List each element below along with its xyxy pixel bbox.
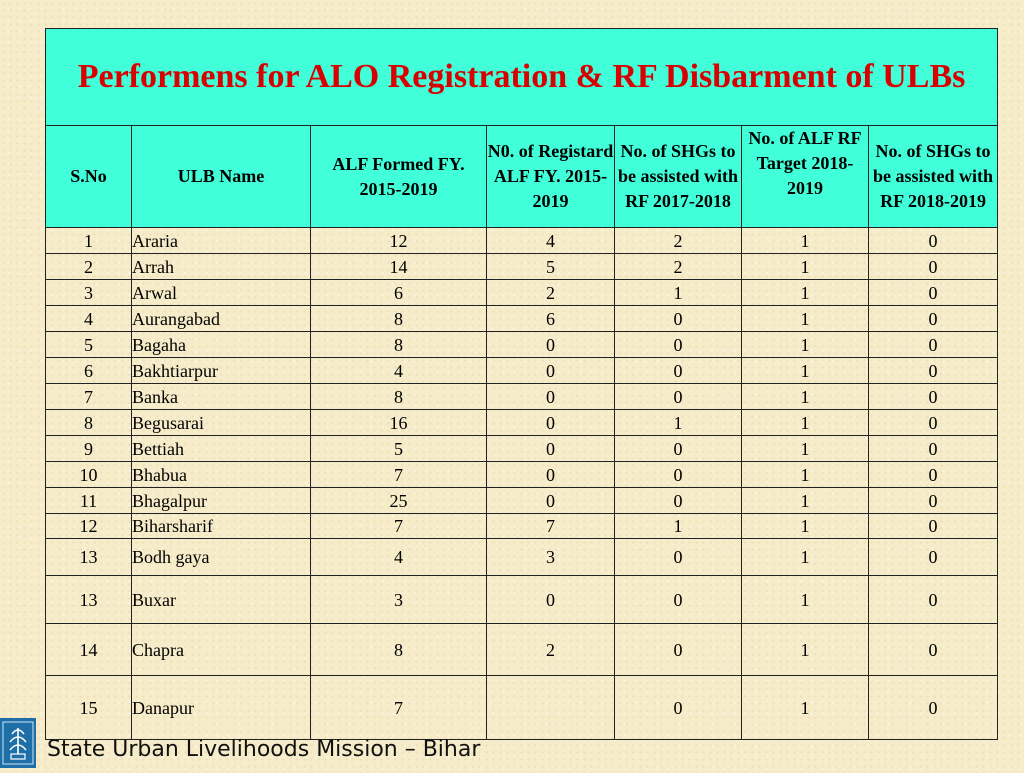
cell-shgs-rf-2017-2018: 0 (615, 436, 742, 462)
cell-ulb-name: Biharsharif (132, 514, 311, 539)
cell-shgs-rf-2017-2018: 0 (615, 384, 742, 410)
cell-sno: 10 (46, 462, 132, 488)
table-row (46, 436, 998, 462)
cell-ulb-name: Bakhtiarpur (132, 358, 311, 384)
cell-sno: 6 (46, 358, 132, 384)
table-row (46, 462, 998, 488)
cell-registered-alf (487, 676, 615, 740)
cell-shgs-rf-2017-2018: 0 (615, 306, 742, 332)
cell-shgs-rf-2018-2019: 0 (869, 228, 998, 254)
cell-alf-formed: 14 (311, 254, 487, 280)
cell-ulb-name: Danapur (132, 676, 311, 740)
cell-alf-formed: 4 (311, 539, 487, 576)
cell-ulb-name: Arwal (132, 280, 311, 306)
cell-ulb-name: Bhabua (132, 462, 311, 488)
cell-alf-formed: 5 (311, 436, 487, 462)
cell-shgs-rf-2018-2019: 0 (869, 436, 998, 462)
cell-alf-formed: 12 (311, 228, 487, 254)
table-row (46, 228, 998, 254)
header-row (46, 126, 998, 228)
cell-registered-alf: 0 (487, 384, 615, 410)
cell-shgs-rf-2017-2018: 1 (615, 410, 742, 436)
cell-registered-alf: 5 (487, 254, 615, 280)
cell-sno: 1 (46, 228, 132, 254)
cell-alf-rf-target: 1 (742, 576, 869, 624)
cell-shgs-rf-2017-2018: 0 (615, 624, 742, 676)
cell-sno: 12 (46, 514, 132, 539)
cell-alf-formed: 8 (311, 332, 487, 358)
cell-ulb-name: Bodh gaya (132, 539, 311, 576)
cell-registered-alf: 6 (487, 306, 615, 332)
cell-alf-rf-target: 1 (742, 488, 869, 514)
cell-shgs-rf-2017-2018: 1 (615, 514, 742, 539)
cell-alf-rf-target: 1 (742, 514, 869, 539)
cell-shgs-rf-2018-2019: 0 (869, 514, 998, 539)
table-row (46, 280, 998, 306)
cell-alf-formed: 7 (311, 462, 487, 488)
cell-sno: 11 (46, 488, 132, 514)
column-header-alf-rf-target: No. of ALF RF Target 2018-2019 (742, 126, 869, 228)
cell-alf-formed: 6 (311, 280, 487, 306)
cell-alf-rf-target: 1 (742, 436, 869, 462)
column-header-registered-alf: N0. of Registard ALF FY. 2015-2019 (487, 126, 615, 228)
table-row (46, 676, 998, 740)
cell-shgs-rf-2018-2019: 0 (869, 488, 998, 514)
table-row (46, 624, 998, 676)
table-row (46, 306, 998, 332)
cell-ulb-name: Bhagalpur (132, 488, 311, 514)
table-row (46, 488, 998, 514)
cell-registered-alf: 0 (487, 358, 615, 384)
column-header-alf-formed: ALF Formed FY. 2015-2019 (311, 126, 487, 228)
cell-shgs-rf-2017-2018: 0 (615, 358, 742, 384)
cell-registered-alf: 0 (487, 436, 615, 462)
cell-shgs-rf-2017-2018: 0 (615, 539, 742, 576)
cell-sno: 15 (46, 676, 132, 740)
cell-alf-rf-target: 1 (742, 462, 869, 488)
cell-alf-formed: 7 (311, 514, 487, 539)
cell-ulb-name: Buxar (132, 576, 311, 624)
cell-shgs-rf-2018-2019: 0 (869, 254, 998, 280)
cell-shgs-rf-2018-2019: 0 (869, 410, 998, 436)
column-header-ulb-name: ULB Name (132, 126, 311, 228)
cell-alf-formed: 8 (311, 306, 487, 332)
cell-ulb-name: Banka (132, 384, 311, 410)
cell-alf-rf-target: 1 (742, 228, 869, 254)
cell-alf-rf-target: 1 (742, 280, 869, 306)
table-title: Performens for ALO Registration & RF Disbarment of ULBs (46, 29, 998, 126)
cell-sno: 9 (46, 436, 132, 462)
cell-registered-alf: 0 (487, 488, 615, 514)
cell-sno: 3 (46, 280, 132, 306)
cell-shgs-rf-2018-2019: 0 (869, 539, 998, 576)
cell-shgs-rf-2017-2018: 2 (615, 228, 742, 254)
column-header-sno: S.No (46, 126, 132, 228)
cell-registered-alf: 0 (487, 410, 615, 436)
table-row (46, 254, 998, 280)
cell-alf-rf-target: 1 (742, 332, 869, 358)
cell-alf-rf-target: 1 (742, 676, 869, 740)
cell-shgs-rf-2018-2019: 0 (869, 384, 998, 410)
cell-shgs-rf-2018-2019: 0 (869, 576, 998, 624)
cell-alf-rf-target: 1 (742, 254, 869, 280)
cell-ulb-name: Araria (132, 228, 311, 254)
table-row (46, 576, 998, 624)
cell-sno: 13 (46, 539, 132, 576)
cell-registered-alf: 4 (487, 228, 615, 254)
cell-sno: 14 (46, 624, 132, 676)
table-row (46, 358, 998, 384)
cell-sno: 5 (46, 332, 132, 358)
cell-registered-alf: 7 (487, 514, 615, 539)
cell-alf-formed: 16 (311, 410, 487, 436)
cell-sno: 2 (46, 254, 132, 280)
table-row (46, 332, 998, 358)
cell-ulb-name: Bettiah (132, 436, 311, 462)
table-row (46, 539, 998, 576)
logo-icon (0, 718, 36, 768)
cell-registered-alf: 3 (487, 539, 615, 576)
cell-alf-rf-target: 1 (742, 384, 869, 410)
cell-shgs-rf-2017-2018: 1 (615, 280, 742, 306)
cell-shgs-rf-2018-2019: 0 (869, 676, 998, 740)
cell-alf-formed: 25 (311, 488, 487, 514)
cell-alf-formed: 7 (311, 676, 487, 740)
table-body (46, 228, 998, 740)
cell-registered-alf: 0 (487, 332, 615, 358)
cell-sno: 8 (46, 410, 132, 436)
cell-shgs-rf-2018-2019: 0 (869, 462, 998, 488)
cell-registered-alf: 0 (487, 462, 615, 488)
cell-shgs-rf-2017-2018: 0 (615, 488, 742, 514)
cell-shgs-rf-2018-2019: 0 (869, 306, 998, 332)
footer-text: State Urban Livelihoods Mission – Bihar (47, 737, 481, 762)
cell-shgs-rf-2017-2018: 0 (615, 676, 742, 740)
cell-alf-rf-target: 1 (742, 539, 869, 576)
cell-alf-rf-target: 1 (742, 624, 869, 676)
cell-ulb-name: Begusarai (132, 410, 311, 436)
cell-alf-formed: 3 (311, 576, 487, 624)
cell-registered-alf: 0 (487, 576, 615, 624)
cell-registered-alf: 2 (487, 280, 615, 306)
cell-alf-rf-target: 1 (742, 410, 869, 436)
column-header-shgs-rf-2018-2019: No. of SHGs to be assisted with RF 2018-2019 (869, 126, 998, 228)
ulb-performance-table (45, 28, 998, 740)
cell-shgs-rf-2018-2019: 0 (869, 358, 998, 384)
cell-sno: 7 (46, 384, 132, 410)
cell-ulb-name: Arrah (132, 254, 311, 280)
column-header-shgs-rf-2017-2018: No. of SHGs to be assisted with RF 2017-2018 (615, 126, 742, 228)
table-row (46, 410, 998, 436)
cell-shgs-rf-2018-2019: 0 (869, 624, 998, 676)
cell-alf-rf-target: 1 (742, 358, 869, 384)
cell-registered-alf: 2 (487, 624, 615, 676)
table-row (46, 514, 998, 539)
cell-shgs-rf-2017-2018: 0 (615, 332, 742, 358)
cell-shgs-rf-2017-2018: 0 (615, 462, 742, 488)
cell-shgs-rf-2018-2019: 0 (869, 332, 998, 358)
cell-shgs-rf-2018-2019: 0 (869, 280, 998, 306)
cell-alf-rf-target: 1 (742, 306, 869, 332)
cell-shgs-rf-2017-2018: 2 (615, 254, 742, 280)
cell-alf-formed: 8 (311, 384, 487, 410)
cell-shgs-rf-2017-2018: 0 (615, 576, 742, 624)
cell-ulb-name: Bagaha (132, 332, 311, 358)
table-row (46, 384, 998, 410)
cell-ulb-name: Chapra (132, 624, 311, 676)
cell-sno: 13 (46, 576, 132, 624)
cell-alf-formed: 8 (311, 624, 487, 676)
cell-ulb-name: Aurangabad (132, 306, 311, 332)
cell-alf-formed: 4 (311, 358, 487, 384)
cell-sno: 4 (46, 306, 132, 332)
